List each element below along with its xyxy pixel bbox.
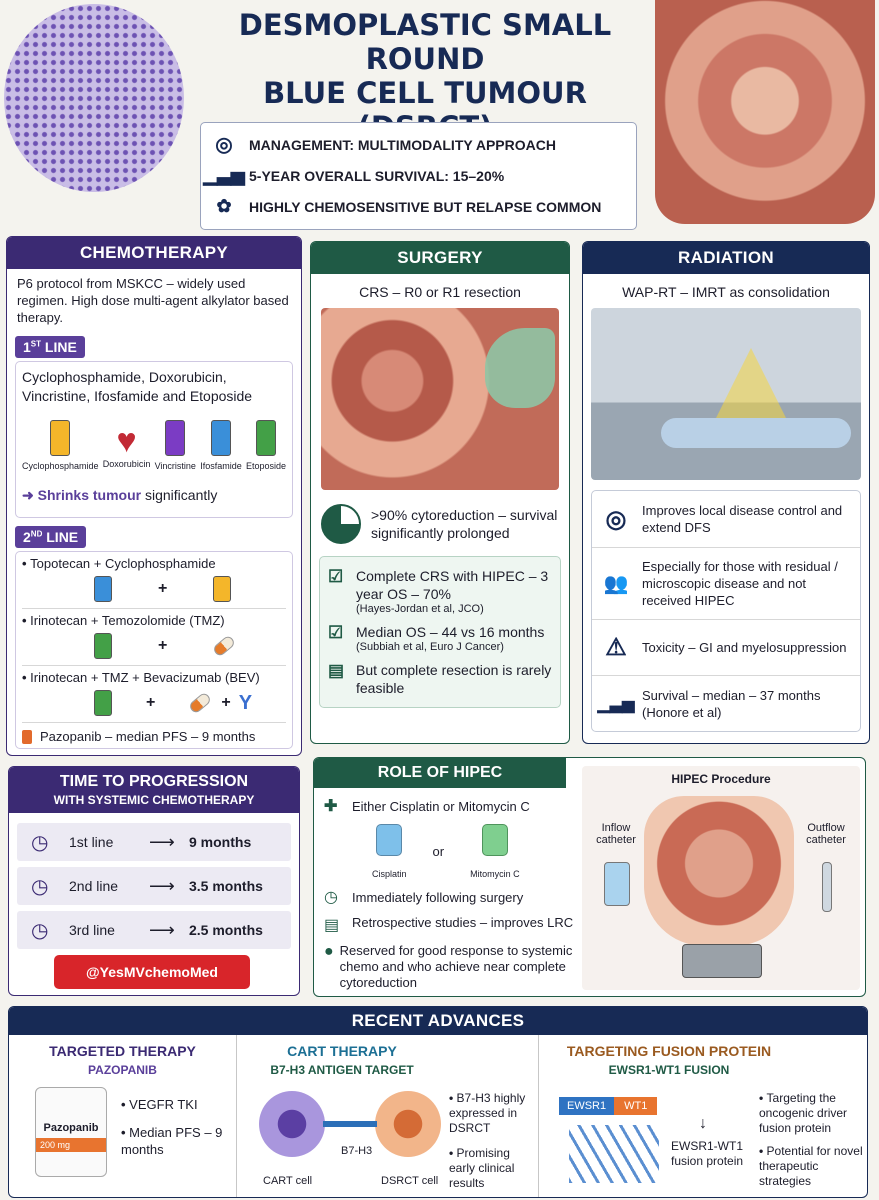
capsule-icon — [188, 691, 213, 714]
vial-icon — [94, 633, 112, 659]
surgery-evidence-box — [319, 556, 561, 708]
targeted-item: • VEGFR TKI — [121, 1097, 231, 1112]
hipec-item — [324, 943, 574, 991]
pazopanib-row — [22, 722, 286, 744]
title-line-2: BLUE CELL TUMOUR — [263, 76, 587, 110]
cart-cell-icon — [259, 1091, 325, 1157]
cart-items — [449, 1091, 537, 1191]
cart-title: CART THERAPY — [287, 1043, 397, 1059]
vial-icon — [211, 420, 231, 456]
cart-item: • Promising early clinical results — [449, 1146, 537, 1191]
document-icon: ▤ — [324, 917, 340, 934]
outflow-label: Outflow catheter — [806, 822, 846, 846]
binding-link-icon — [323, 1121, 377, 1127]
radiation-item-text: Survival – median – 37 months (Honore et al) — [642, 687, 821, 720]
iv-bag-icon — [376, 824, 402, 856]
capsule-icon — [212, 634, 237, 657]
targeted-items — [121, 1097, 231, 1158]
radiation-beam — [711, 348, 791, 428]
evidence-item — [328, 563, 552, 619]
ttp-value: 2.5 months — [189, 922, 263, 938]
fusion-items — [759, 1091, 863, 1189]
target-icon: ◎ — [605, 505, 627, 533]
drug-label: Vincristine — [154, 461, 196, 471]
b7h3-label: B7-H3 — [341, 1145, 373, 1157]
evidence-main: Median OS – 44 vs 16 months — [356, 624, 545, 640]
radiation-item-text: Especially for those with residual / microscopic disease and not received HIPEC — [642, 559, 838, 608]
radiation-item — [592, 675, 860, 731]
dsrct-cell-icon — [375, 1091, 441, 1157]
plus-sign: + — [146, 694, 156, 711]
hipec-panel — [313, 757, 866, 997]
chemotherapy-header: CHEMOTHERAPY — [7, 237, 301, 269]
regimen-icons — [22, 628, 286, 665]
evidence-item — [328, 619, 552, 657]
bag-cisplatin — [372, 824, 407, 879]
chart-icon: ▁▃▅ — [597, 695, 635, 713]
key-facts-box — [200, 122, 637, 230]
vial-icon — [256, 420, 276, 456]
bag-label: Mitomycin C — [470, 869, 520, 879]
arrow-icon: ⟶ — [149, 875, 175, 896]
cart-item: • B7-H3 highly expressed in DSRCT — [449, 1091, 537, 1136]
surgery-panel — [310, 241, 570, 744]
ttp-value: 9 months — [189, 834, 252, 850]
cytoreduction-text: >90% cytoreduction – survival significantly prolonged — [371, 507, 558, 541]
inflow-label: Inflow catheter — [596, 822, 636, 846]
ttp-row — [17, 823, 291, 861]
first-line-word: LINE — [44, 339, 77, 355]
ttp-header — [9, 767, 299, 813]
second-line-item: • Topotecan + Cyclophosphamide — [22, 556, 286, 571]
vial-icon — [94, 690, 112, 716]
drug-icon-row — [22, 420, 286, 471]
clock-icon: ◷ — [31, 875, 49, 898]
vial-icon — [213, 576, 231, 602]
radiation-item — [592, 491, 860, 547]
plus-sign: + — [158, 580, 168, 597]
radiation-panel — [582, 241, 870, 744]
drug-item — [103, 423, 151, 469]
drug-item — [246, 420, 286, 471]
pazopanib-text: Pazopanib – median PFS – 9 months — [40, 729, 256, 744]
ttp-line: 2nd line — [69, 878, 119, 894]
fact-text: MANAGEMENT: MULTIMODALITY APPROACH — [249, 136, 556, 153]
plus-sign: + — [158, 637, 168, 654]
pill-icon: ✚ — [324, 798, 338, 815]
fact-row — [203, 160, 626, 191]
gene-ewsr1: EWSR1 — [559, 1097, 614, 1115]
shrinks-row — [22, 487, 286, 504]
targeted-item: • Median PFS – 9 months — [121, 1124, 231, 1158]
clock-icon: ◷ — [324, 889, 338, 906]
antibody-icon: Y — [238, 691, 253, 714]
targeted-title: TARGETED THERAPY — [49, 1043, 196, 1059]
second-line-item: • Irinotecan + TMZ + Bevacizumab (BEV) — [22, 665, 286, 685]
evidence-ref: (Hayes-Jordan et al, JCO) — [356, 603, 484, 615]
advances-header: RECENT ADVANCES — [9, 1007, 867, 1035]
radiation-items — [591, 490, 861, 732]
second-line-box — [15, 551, 293, 749]
drug-item — [155, 420, 196, 471]
regimen-icons — [22, 685, 286, 722]
ttp-panel — [8, 766, 300, 996]
fusion-item: • Potential for novel therapeutic strategies — [759, 1144, 863, 1189]
radiation-header: RADIATION — [583, 242, 869, 274]
person-icon: ● — [324, 943, 334, 960]
hipec-item — [324, 887, 574, 907]
radiation-subtitle: WAP-RT – IMRT as consolidation — [622, 284, 830, 300]
drug-item — [200, 420, 242, 471]
surgery-header: SURGERY — [311, 242, 569, 274]
outflow-tube-icon — [822, 862, 832, 912]
cart-sub: B7-H3 ANTIGEN TARGET — [270, 1063, 414, 1077]
fusion-title: TARGETING FUSION PROTEIN — [566, 1043, 772, 1059]
radiation-item — [592, 547, 860, 619]
ttp-value: 3.5 months — [189, 878, 263, 894]
bottle-dose: 200 mg — [36, 1138, 106, 1152]
second-line-tag — [15, 526, 86, 548]
evidence-item — [328, 657, 552, 701]
evidence-main: But complete resection is rarely feasible — [356, 662, 552, 696]
arrow-right-icon: ➜ — [22, 487, 34, 503]
hipec-header: ROLE OF HIPEC — [314, 758, 566, 788]
patient-figure — [661, 418, 851, 448]
cart-therapy-col — [237, 1035, 539, 1197]
torso-illustration — [644, 796, 794, 946]
surgery-illustration — [321, 308, 559, 490]
shrinks-bold: Shrinks tumour — [37, 487, 142, 503]
pump-device-icon — [682, 944, 762, 978]
bag-label: Cisplatin — [372, 869, 407, 879]
document-icon: ▤ — [328, 661, 345, 680]
chart-icon: ▁▃▅ — [203, 165, 245, 185]
radiation-item — [592, 619, 860, 675]
ttp-subtitle: WITH SYSTEMIC CHEMOTHERAPY — [53, 793, 255, 807]
radiation-item-text: Improves local disease control and extend DFS — [642, 503, 843, 535]
ttp-title: TIME TO PROGRESSION — [59, 773, 249, 790]
social-handle-badge[interactable]: @YesMVchemoMed — [54, 955, 250, 989]
recent-advances-panel — [8, 1006, 868, 1198]
dna-helix-icon — [569, 1125, 659, 1183]
procedure-title: HIPEC Procedure — [671, 772, 771, 786]
down-arrow-icon: ↓ — [699, 1115, 707, 1132]
fact-row — [211, 191, 626, 222]
drug-label: Etoposide — [245, 461, 286, 471]
targeted-sub: PAZOPANIB — [88, 1063, 157, 1077]
heart-icon: ♥ — [116, 421, 137, 460]
evidence-ref: (Subbiah et al, Euro J Cancer) — [356, 641, 504, 653]
or-label: or — [432, 844, 445, 859]
ttp-row — [17, 867, 291, 905]
first-line-section — [7, 332, 301, 522]
clock-icon: ◷ — [31, 919, 49, 942]
vial-icon — [94, 576, 112, 602]
ttp-rows — [9, 813, 299, 959]
iv-bag-icon — [482, 824, 508, 856]
bottle-label: Pazopanib — [43, 1122, 99, 1134]
abdomen-illustration — [655, 0, 875, 224]
second-line-sup: ND — [30, 529, 43, 539]
radiation-illustration — [591, 308, 861, 480]
hipec-procedure-figure — [582, 766, 860, 990]
arrow-icon: ⟶ — [149, 831, 175, 852]
gloved-hand-icon — [485, 328, 555, 408]
histology-image — [4, 4, 184, 192]
targeted-therapy-col — [9, 1035, 237, 1197]
second-line-word: LINE — [46, 529, 79, 545]
warning-icon: ⚠ — [605, 634, 627, 661]
cells-icon: ✿ — [216, 196, 232, 216]
chemo-intro: P6 protocol from MSKCC – widely used regimen. High dose multi-agent alkylator based therapy. — [17, 276, 289, 325]
drug-label: Cyclophosphamide — [22, 461, 99, 471]
target-icon: ◎ — [215, 134, 233, 156]
first-line-sup: ST — [30, 339, 42, 349]
cart-cell-label: CART cell — [263, 1175, 313, 1187]
shrinks-rest: significantly — [141, 487, 218, 503]
evidence-main: Complete CRS with HIPEC – 3 year OS – 70% — [356, 568, 549, 602]
first-line-box — [15, 361, 293, 518]
people-icon: 👥 — [603, 573, 629, 595]
hipec-item-text: Reserved for good response to systemic chemo and who achieve near complete cytoreduction — [339, 943, 573, 990]
drug-label: Ifosfamide — [200, 461, 242, 471]
hipec-drugs-row — [324, 796, 574, 816]
cytoreduction-row — [311, 490, 569, 552]
fusion-protein-label: EWSR1-WT1 fusion protein — [671, 1139, 744, 1168]
ttp-line: 1st line — [69, 834, 114, 850]
checklist-icon: ☑ — [328, 567, 344, 586]
hipec-content — [324, 796, 574, 991]
fusion-gene-bar — [559, 1097, 657, 1115]
regimen-icons — [22, 571, 286, 608]
hipec-item-text: Immediately following surgery — [352, 889, 524, 905]
fact-text: 5-YEAR OVERALL SURVIVAL: 15–20% — [249, 167, 505, 184]
fact-text: HIGHLY CHEMOSENSITIVE BUT RELAPSE COMMON — [249, 198, 602, 215]
checklist-icon: ☑ — [328, 623, 344, 642]
hipec-item — [324, 915, 574, 935]
fusion-sub: EWSR1-WT1 FUSION — [608, 1063, 730, 1077]
title-line-1: DESMOPLASTIC SMALL ROUND — [238, 8, 612, 76]
dsrct-cell-label: DSRCT cell — [381, 1175, 439, 1187]
gene-wt1: WT1 — [614, 1097, 657, 1115]
fusion-item: • Targeting the oncogenic driver fusion protein — [759, 1091, 863, 1136]
second-line-section — [7, 522, 301, 753]
plus-sign: + — [221, 694, 231, 711]
hipec-drugs: Either Cisplatin or Mitomycin C — [352, 798, 530, 814]
radiation-item-text: Toxicity – GI and myelosuppression — [642, 640, 847, 655]
arrow-icon: ⟶ — [149, 919, 175, 940]
hipec-item-text: Retrospective studies – improves LRC — [352, 915, 574, 930]
drug-item — [22, 420, 99, 471]
vial-icon — [50, 420, 70, 456]
ttp-line: 3rd line — [69, 922, 115, 938]
first-line-tag — [15, 336, 85, 358]
pill-bottle-icon — [22, 730, 32, 744]
first-line-num: 1 — [23, 339, 31, 355]
chemotherapy-panel — [6, 236, 302, 756]
vial-icon — [165, 420, 185, 456]
fusion-protein-col — [539, 1035, 867, 1197]
bag-mitomycin — [470, 824, 520, 879]
inflow-bag-icon — [604, 862, 630, 906]
fact-row — [211, 129, 626, 160]
second-line-num: 2 — [23, 529, 31, 545]
pie-chart-icon — [321, 504, 361, 544]
second-line-item: • Irinotecan + Temozolomide (TMZ) — [22, 608, 286, 628]
hipec-bags — [324, 824, 574, 879]
ttp-row — [17, 911, 291, 949]
surgery-subtitle: CRS – R0 or R1 resection — [359, 284, 521, 300]
first-line-drugs: Cyclophosphamide, Doxorubicin, Vincristine, Ifosfamide and Etoposide — [22, 369, 253, 404]
pill-bottle-illustration — [35, 1087, 107, 1177]
drug-label: Doxorubicin — [102, 458, 151, 469]
clock-icon: ◷ — [31, 831, 49, 854]
